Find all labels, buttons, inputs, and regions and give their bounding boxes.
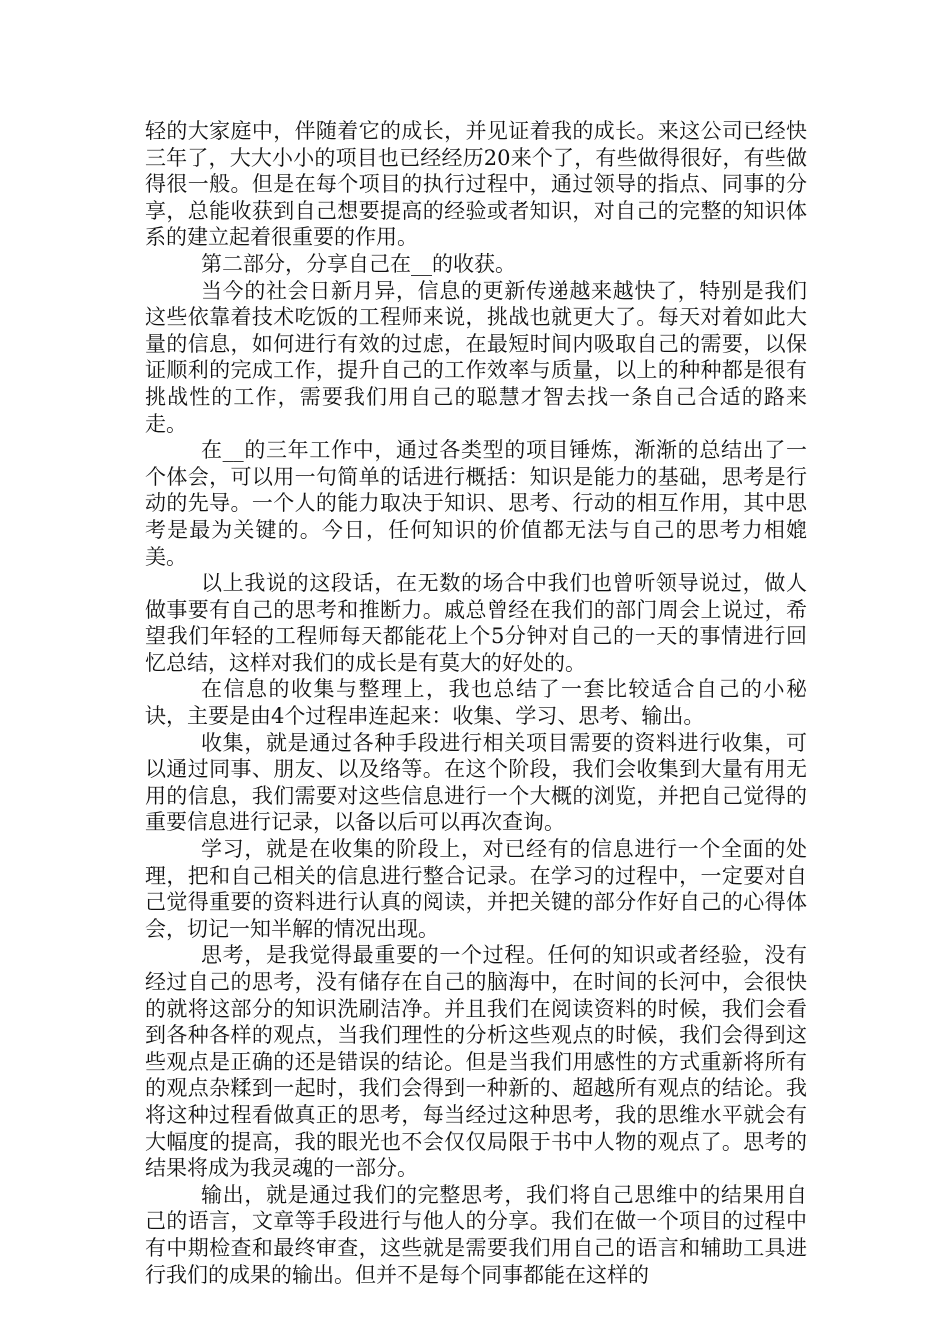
paragraph-output: 输出，就是通过我们的完整思考，我们将自己思维中的结果用自己的语言，文章等手段进行与他人的分享。我们在做一个项目的过程中有中期检查和最终审查，这些就是需要我们用自己的语言和辅助工具进行我们的成果的输出。但并不是每个同事都能在这样的 bbox=[145, 1182, 807, 1287]
paragraph-collect: 收集，就是通过各种手段进行相关项目需要的资料进行收集，可以通过同事、朋友、以及络等。在这个阶段，我们会收集到大量有用无用的信息，我们需要对这些信息进行一个大概的浏览，并把自己觉得的重要信息进行记录，以备以后可以再次查询。 bbox=[145, 730, 807, 835]
paragraph-four-processes: 在信息的收集与整理上，我也总结了一套比较适合自己的小秘诀，主要是由4个过程串连起来：收集、学习、思考、输出。 bbox=[145, 677, 807, 729]
paragraph-continuation: 轻的大家庭中，伴随着它的成长，并见证着我的成长。来这公司已经快三年了，大大小小的项目也已经经历20来个了，有些做得很好，有些做得很一般。但是在每个项目的执行过程中，通过领导的指点、同事的分享，总能收获到自己想要提高的经验或者知识，对自己的完整的知识体系的建立起着很重要的作用。 bbox=[145, 119, 807, 250]
document-page bbox=[145, 118, 807, 1288]
paragraph-learn: 学习，就是在收集的阶段上，对已经有的信息进行一个全面的处理，把和自己相关的信息进行整合记录。在学习的过程中，一定要对自己觉得重要的资料进行认真的阅读，并把关键的部分作好自己的心得体会，切记一知半解的情况出现。 bbox=[145, 837, 807, 941]
paragraph-leader-advice: 以上我说的这段话，在无数的场合中我们也曾听领导说过，做人做事要有自己的思考和推断力。戚总曾经在我们的部门周会上说过，希望我们年轻的工程师每天都能花上个5分钟对自己的一天的事情进行回忆总结，这样对我们的成长是有莫大的好处的。 bbox=[145, 571, 807, 675]
paragraph-information-challenge: 当今的社会日新月异，信息的更新传递越来越快了，特别是我们这些依靠着技术吃饭的工程师来说，挑战也就更大了。每天对着如此大量的信息，如何进行有效的过虑，在最短时间内吸取自己的需要，以保证顺利的完成工作，提升自己的工作效率与质量，以上的种种都是很有挑战性的工作，需要我们用自己的聪慧才智去找一条自己合适的路来走。 bbox=[145, 278, 807, 436]
paragraph-think: 思考，是我觉得最重要的一个过程。任何的知识或者经验，没有经过自己的思考，没有储存在自己的脑海中，在时间的长河中，会很快的就将这部分的知识洗刷洁净。并且我们在阅读资料的时候，我们会看到各种各样的观点，当我们理性的分析这些观点的时候，我们会得到这些观点是正确的还是错误的结论。但是当我们用感性的方式重新将所有的观点杂糅到一起时，我们会得到一种新的、超越所有观点的结论。我将这种过程看做真正的思考，每当经过这种思考，我的思维水平就会有大幅度的提高，我的眼光也不会仅仅局限于书中人物的观点了。思考的结果将成为我灵魂的一部分。 bbox=[145, 943, 807, 1181]
section-heading-part-two: 第二部分，分享自己在__的收获。 bbox=[201, 251, 516, 276]
paragraph-three-years-experience: 在__的三年工作中，通过各类型的项目锤炼，渐渐的总结出了一个体会，可以用一句简单的话进行概括：知识是能力的基础，思考是行动的先导。一个人的能力取决于知识、思考、行动的相互作用，其中思考是最为关键的。今日，任何知识的价值都无法与自己的思考力相媲美。 bbox=[145, 438, 807, 569]
